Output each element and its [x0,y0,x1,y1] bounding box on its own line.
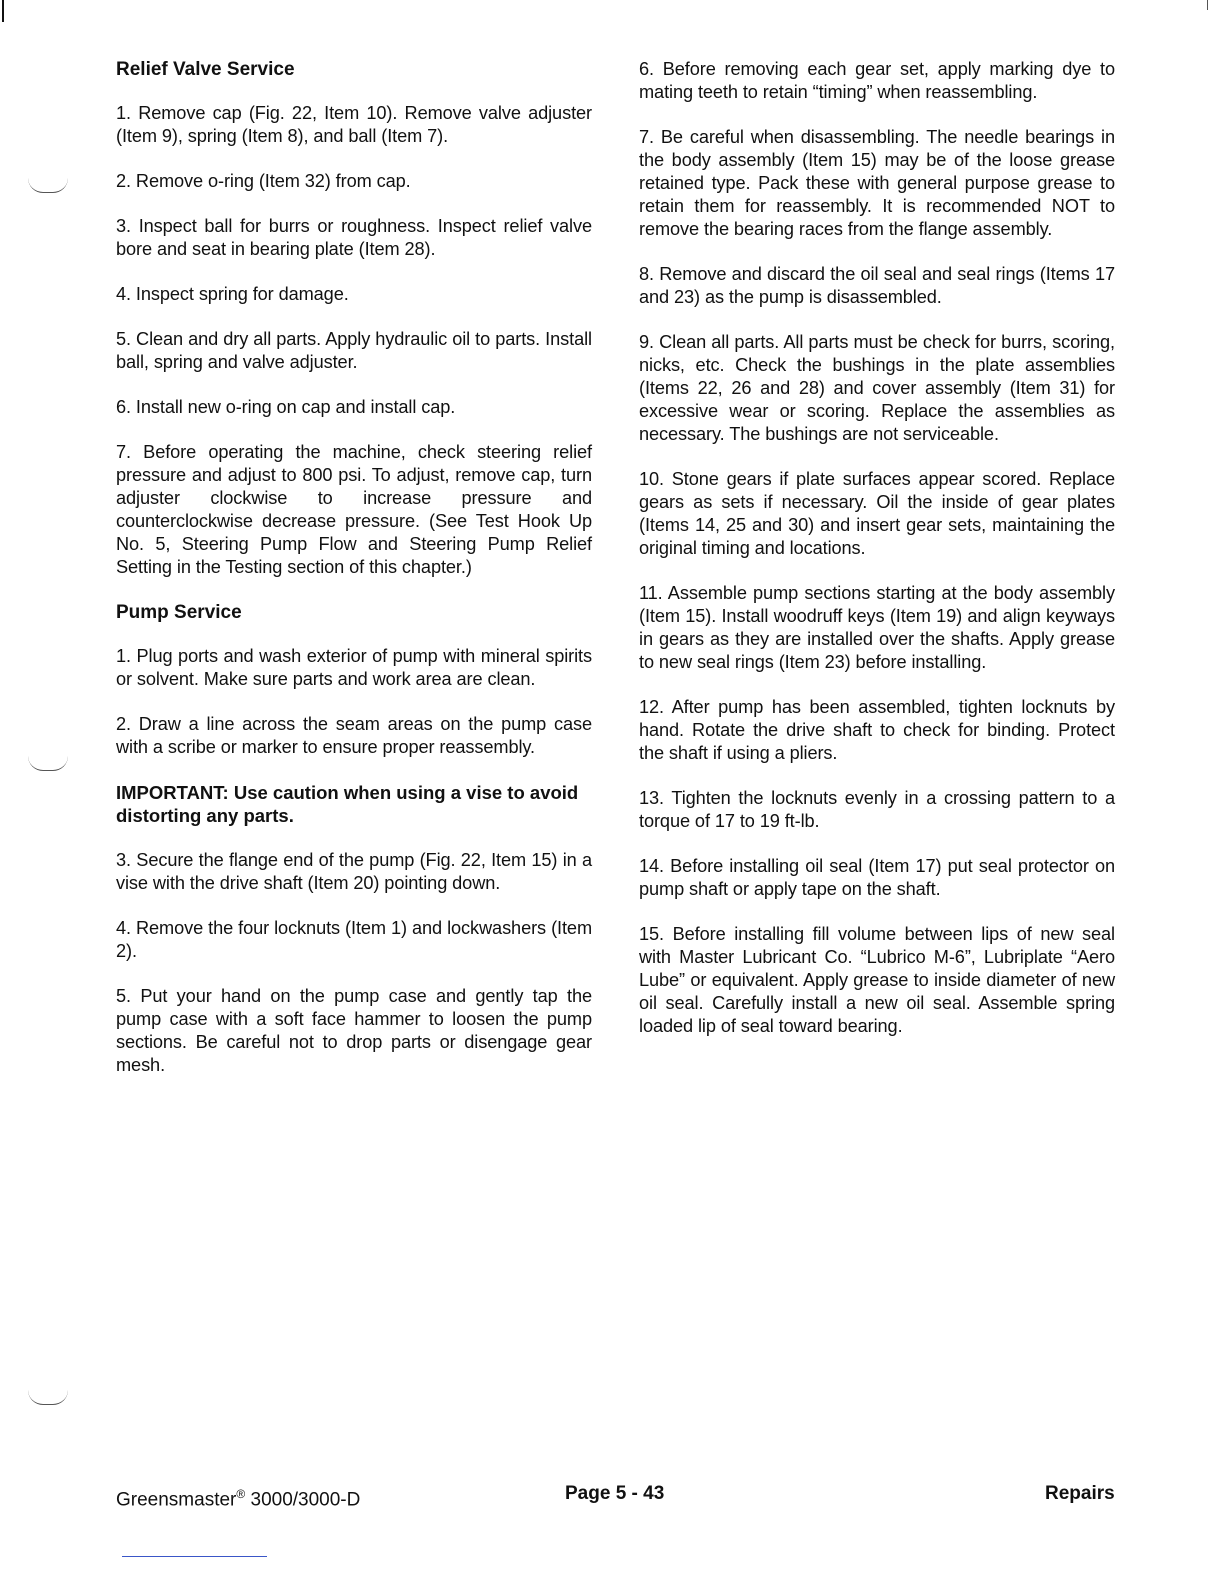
pump-step: 13. Tighten the locknuts evenly in a crossing pattern to a torque of 17 to 19 ft-lb. [639,788,1115,831]
footer-product-name: Greensmaster [116,1489,237,1511]
pump-step: 10. Stone gears if plate surfaces appear scored. Replace gears as sets if necessary. Oil the inside of gear plates (Items 14, 25 and 30) and insert gear sets, maintaining the original timing and locations. [639,469,1115,558]
right-column [639,58,1115,1060]
binding-hole-mark [28,178,68,193]
relief-step: 4. Inspect spring for damage. [116,284,349,304]
relief-step: 5. Clean and dry all parts. Apply hydraulic oil to parts. Install ball, spring and valve adjuster. [116,329,592,372]
scan-edge-mark-right [1207,0,1208,10]
scan-edge-mark-left [2,0,4,22]
pump-step: 3. Secure the flange end of the pump (Fig. 22, Item 15) in a vise with the drive shaft (Item 20) pointing down. [116,850,592,893]
footer-model: 3000/3000-D [245,1489,361,1511]
registered-mark: ® [236,1487,246,1501]
left-column [116,58,592,1099]
pump-step: 6. Before removing each gear set, apply marking dye to mating teeth to retain “timing” when reassembling. [639,59,1115,102]
relief-step: 6. Install new o-ring on cap and install cap. [116,397,456,417]
relief-valve-heading: Relief Valve Service [116,59,295,80]
binding-hole-mark [28,1390,68,1405]
pump-step: 14. Before installing oil seal (Item 17) put seal protector on pump shaft or apply tape on the shaft. [639,856,1115,899]
pump-step: 9. Clean all parts. All parts must be check for burrs, scoring, nicks, etc. Check the bushings in the plate assemblies (Items 22, 26 and 28) and cover assembly (Item 31) for excessive wear or scoring. Replace the assemblies as necessary. The bushings are not serviceable. [639,332,1115,444]
pump-step: 1. Plug ports and wash exterior of pump with mineral spirits or solvent. Make sure parts and work area are clean. [116,646,592,689]
pump-step: 5. Put your hand on the pump case and gently tap the pump case with a soft face hammer to loosen the pump sections. Be careful not to drop parts or disengage gear mesh. [116,986,592,1075]
pump-service-heading: Pump Service [116,602,242,623]
section-name: Repairs [1045,1483,1115,1504]
relief-step: 2. Remove o-ring (Item 32) from cap. [116,171,411,191]
page-number: Page 5 - 43 [565,1483,665,1504]
pump-step: 2. Draw a line across the seam areas on the pump case with a scribe or marker to ensure proper reassembly. [116,714,592,757]
bottom-rule [122,1556,267,1557]
pump-step: 7. Be careful when disassembling. The needle bearings in the body assembly (Item 15) may be of the loose grease retained type. Pack these with general purpose grease to retain them for reassembly. It is recommended NOT to remove the bearing races from the flange assembly. [639,127,1115,239]
pump-step: 11. Assemble pump sections starting at the body assembly (Item 15). Install woodruff keys (Item 19) and align keyways in gears as they are installed over the shafts. Apply grease to new seal rings (Item 23) before installing. [639,583,1115,672]
relief-step: 3. Inspect ball for burrs or roughness. Inspect relief valve bore and seat in bearing plate (Item 28). [116,216,592,259]
important-note: IMPORTANT: Use caution when using a vise to avoid distorting any parts. [116,782,579,826]
pump-step: 4. Remove the four locknuts (Item 1) and lockwashers (Item 2). [116,918,592,961]
pump-step: 8. Remove and discard the oil seal and seal rings (Items 17 and 23) as the pump is disassembled. [639,264,1115,307]
pump-step: 12. After pump has been assembled, tighten locknuts by hand. Rotate the drive shaft to check for binding. Protect the shaft if using a pliers. [639,697,1115,763]
footer-product [116,1482,360,1512]
pump-step: 15. Before installing fill volume between lips of new seal with Master Lubricant Co. “Lubrico M-6”, Lubriplate “Aero Lube” or equivalent. Apply grease to inside diameter of new oil seal. Carefully install a new oil seal. Assemble spring loaded lip of seal toward bearing. [639,924,1115,1036]
relief-step: 7. Before operating the machine, check steering relief pressure and adjust to 800 psi. To adjust, remove cap, turn adjuster clockwise to increase pressure and counterclockwise decrease pressure. (See Test Hook Up No. 5, Steering Pump Flow and Steering Pump Relief Setting in the Testing section of this chapter.) [116,442,592,577]
relief-step: 1. Remove cap (Fig. 22, Item 10). Remove valve adjuster (Item 9), spring (Item 8), and ball (Item 7). [116,103,592,146]
binding-hole-mark [28,756,68,771]
